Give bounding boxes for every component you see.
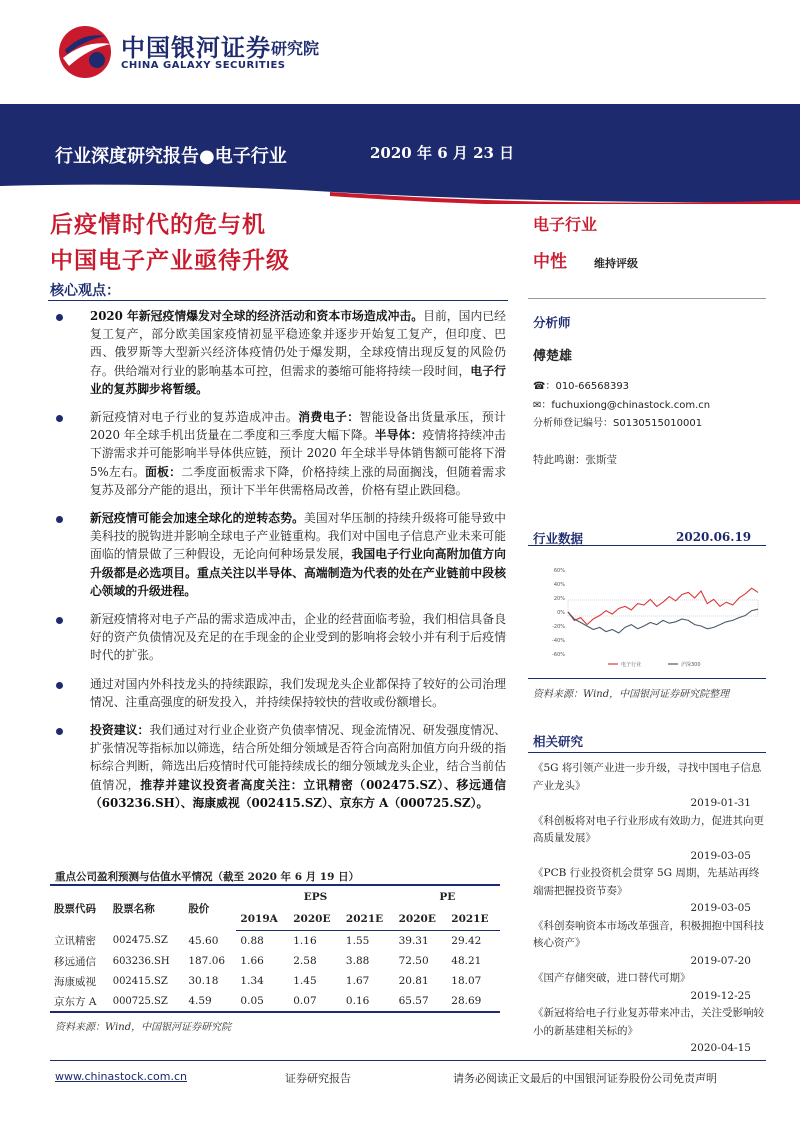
valuation-table bbox=[50, 884, 500, 1013]
list-item bbox=[50, 408, 506, 499]
table-cell: 39.31 bbox=[398, 935, 429, 947]
divider bbox=[528, 298, 766, 299]
disclaimer-note: 请务必阅读正文最后的中国银河证券股份公司免责声明 bbox=[453, 1072, 717, 1085]
analyst-heading: 分析师 bbox=[533, 315, 571, 330]
body-text: 二季度面板需求下降，价格持续上涨的局面搁浅，但随着需求复苏及部分产能的退出，预计下半年供需格局改善，价格有望止跌回稳。 bbox=[90, 464, 506, 497]
body-text: 疫情将持续冲击下游需求并可能影响半导体供应链，预计 2020 年全球半导体销售额可能将下滑 5%左右。 bbox=[90, 428, 506, 479]
body-text: 美国对华压制的持续升级将可能导致中美科技的脱钩进并影响全球电子产业链重构。我们对中国电子信息产业未来可能面临的情景做了三种假设，无论向何种场景发展， bbox=[90, 511, 506, 562]
stock-price: 4.59 bbox=[184, 991, 236, 1012]
analyst-email: ✉：fuchuxiong@chinastock.com.cn bbox=[533, 400, 711, 411]
related-research-item[interactable] bbox=[533, 865, 765, 918]
report-title-line2: 中国电子产业亟待升级 bbox=[50, 248, 290, 274]
related-date: 2019-12-25 bbox=[690, 989, 751, 1002]
list-item bbox=[50, 675, 506, 711]
table-cell: 0.07 bbox=[289, 991, 342, 1012]
year-header: 2019A bbox=[236, 908, 289, 931]
y-tick-label: -60% bbox=[552, 652, 565, 658]
y-tick-label: -20% bbox=[552, 624, 565, 630]
analyst-phone: ☎：010-66568393 bbox=[533, 381, 630, 392]
table-row bbox=[50, 991, 500, 1012]
website-link[interactable]: www.chinastock.com.cn bbox=[55, 1070, 187, 1083]
galaxy-logo-icon bbox=[55, 22, 115, 82]
acknowledgement: 特此鸣谢：张斯莹 bbox=[533, 454, 617, 466]
col-header-eps: EPS bbox=[236, 885, 394, 908]
related-title[interactable]: 《PCB 行业投资机会贯穿 5G 周期，先基站再终端需把握投资节奏》 bbox=[533, 867, 760, 897]
col-header-name: 股票名称 bbox=[109, 885, 185, 931]
table-cell: 72.50 bbox=[398, 955, 429, 967]
industry-data-heading: 行业数据 bbox=[533, 531, 584, 546]
core-views-list bbox=[50, 307, 506, 822]
related-date: 2019-03-05 bbox=[690, 902, 751, 914]
year-header: 2020E bbox=[289, 908, 342, 931]
divider bbox=[528, 752, 766, 753]
related-title[interactable]: 《新冠将给电子行业复苏带来冲击，关注受影响较小的新基建相关标的》 bbox=[533, 1007, 764, 1037]
related-research-item[interactable] bbox=[533, 760, 765, 813]
bold-text: 推荐并建议投资者高度关注：立讯精密（002475.SZ）、移远通信（603236.SH）、海康威视（002415.SZ）、京东方 A（000725.SZ）。 bbox=[90, 777, 506, 810]
company-name: 移远通信 bbox=[54, 955, 96, 968]
body-text: 通过对国内外科技龙头的持续跟踪，我们发现龙头企业都保持了较好的公司治理情况、注重高强度的研发投入，并持续保持较快的营收或份额增长。 bbox=[90, 676, 506, 709]
table-cell: 1.16 bbox=[293, 935, 317, 947]
table-cell: 18.07 bbox=[451, 975, 482, 987]
table-cell: 2.58 bbox=[293, 955, 317, 967]
bold-text: 半导体： bbox=[374, 428, 423, 443]
report-type: 行业深度研究报告●电子行业 bbox=[55, 146, 287, 167]
col-header-price: 股价 bbox=[184, 885, 236, 931]
core-views-heading: 核心观点： bbox=[50, 283, 120, 299]
divider bbox=[528, 545, 766, 546]
related-research-item[interactable] bbox=[533, 970, 765, 1005]
company-logo bbox=[55, 22, 355, 82]
stock-price: 187.06 bbox=[188, 955, 226, 967]
table-cell: 1.34 bbox=[240, 975, 264, 987]
bold-text: 投资建议： bbox=[90, 723, 150, 738]
list-item bbox=[50, 307, 506, 398]
sector-label: 电子行业 bbox=[533, 215, 598, 234]
bullet-icon bbox=[56, 516, 63, 523]
table-cell: 1.66 bbox=[240, 955, 264, 967]
related-research-item[interactable] bbox=[533, 813, 765, 866]
body-text: 智能设备出货量承压，预计 2020 年全球手机出货量在二季度和三季度大幅下降。 bbox=[90, 410, 506, 443]
table-cell: 28.69 bbox=[447, 991, 500, 1012]
related-research-heading: 相关研究 bbox=[533, 734, 584, 749]
table-row bbox=[50, 971, 500, 991]
legend-label: 电子行业 bbox=[621, 662, 642, 668]
divider bbox=[528, 678, 766, 679]
chart-source: 资料来源：Wind，中国银河证券研究院整理 bbox=[533, 689, 730, 700]
bold-text: 面板： bbox=[145, 464, 182, 479]
footer-divider bbox=[50, 1060, 766, 1061]
bold-text: 新冠疫情可能会加速全球化的逆转态势。 bbox=[90, 511, 304, 526]
col-header-pe: PE bbox=[395, 885, 500, 908]
related-date: 2019-03-05 bbox=[690, 849, 751, 862]
logo-chinese-name: 中国银河证券 bbox=[121, 34, 271, 62]
bullet-icon bbox=[56, 415, 63, 422]
analyst-registration: 分析师登记编号：S0130515010001 bbox=[533, 418, 703, 429]
y-tick-label: -40% bbox=[552, 638, 565, 644]
series-line-csi300 bbox=[568, 609, 758, 633]
series-line-electronics bbox=[568, 588, 758, 624]
table-cell: 0.88 bbox=[240, 935, 264, 947]
body-text: 目前，国内已经复工复产，部分欧美国家疫情初显平稳迹象并逐步开始复工复产，但印度、巴西、俄罗斯等大型新兴经济体疫情仍处于爆发期，全球疫情出现反复的风险仍存。供给端对行业的影响基本可控，但需求的萎缩可能将持续一段时间， bbox=[90, 309, 506, 378]
table-row bbox=[50, 931, 500, 952]
body-text: 新冠疫情将对电子产品的需求造成冲击，企业的经营面临考验，我们相信具备良好的资产负债情况及充足的在手现金的企业受到的影响将会较小并有利于后疫情时代的扩张。 bbox=[90, 612, 506, 663]
related-date: 2020-04-15 bbox=[690, 1042, 751, 1054]
stock-code: 002475.SZ bbox=[112, 935, 168, 947]
y-tick-label: 0% bbox=[557, 610, 565, 616]
list-item bbox=[50, 509, 506, 600]
divider bbox=[48, 300, 508, 301]
logo-english-name: CHINA GALAXY SECURITIES bbox=[121, 60, 286, 71]
bullet-icon bbox=[56, 617, 63, 624]
table-cell: 48.21 bbox=[451, 955, 482, 967]
company-name: 京东方 A bbox=[50, 991, 109, 1012]
table-cell: 0.16 bbox=[342, 991, 395, 1012]
related-title[interactable]: 《科创奏响资本市场改革强音，积极拥抱中国科技核心资产》 bbox=[533, 919, 764, 949]
table-cell: 3.88 bbox=[345, 955, 370, 967]
legend-label: 沪深300 bbox=[681, 662, 701, 668]
industry-data-date: 2020.06.19 bbox=[676, 530, 752, 544]
list-item bbox=[50, 721, 506, 812]
y-tick-label: 20% bbox=[553, 596, 565, 602]
bold-text: 电子行业的复苏脚步将暂缓。 bbox=[90, 363, 506, 396]
table-source: 资料来源：Wind，中国银河证券研究院 bbox=[55, 1022, 232, 1033]
report-date: 2020 年 6 月 23 日 bbox=[370, 144, 515, 162]
y-tick-label: 60% bbox=[553, 568, 565, 574]
stock-code: 002415.SZ bbox=[112, 975, 168, 987]
body-text: 新冠疫情对电子行业的复苏造成冲击。 bbox=[90, 410, 299, 425]
bold-text: 我国电子行业向高附加值方向升级都是必选项目。重点关注以半导体、高端制造为代表的处在产业链前中段核心领域的升级进程。 bbox=[90, 547, 506, 598]
bold-text: 消费电子： bbox=[298, 410, 360, 425]
stock-price: 30.18 bbox=[188, 975, 219, 987]
stock-code: 000725.SZ bbox=[109, 991, 185, 1012]
col-header-code: 股票代码 bbox=[50, 885, 109, 931]
y-tick-label: 40% bbox=[553, 582, 565, 588]
bullet-icon bbox=[56, 314, 63, 321]
logo-institute: 研究院 bbox=[271, 39, 320, 58]
related-research-list bbox=[533, 760, 765, 1058]
year-header: 2021E bbox=[447, 908, 500, 931]
bullet-icon bbox=[56, 728, 63, 735]
related-title[interactable]: 《国产存储突破，进口替代可期》 bbox=[533, 972, 691, 984]
stock-price: 45.60 bbox=[188, 934, 219, 947]
table-cell: 1.45 bbox=[293, 975, 317, 987]
year-header: 2020E bbox=[395, 908, 448, 931]
list-item bbox=[50, 610, 506, 665]
table-cell: 1.67 bbox=[345, 975, 370, 987]
analyst-name: 傅楚雄 bbox=[533, 349, 573, 364]
table-row bbox=[50, 951, 500, 971]
table-title: 重点公司盈利预测与估值水平情况（截至 2020 年 6 月 19 日） bbox=[55, 871, 360, 883]
report-title-line1: 后疫情时代的危与机 bbox=[50, 212, 266, 238]
body-text: 我们通过对行业企业资产负债率情况、现金流情况、研发强度情况、扩张情况等指标加以筛选，结合所处细分领域是否符合向高附加值方向升级的指标综合判断，筛选出后疫情时代可能持续成长的细分领域龙头企业，结合当前估值情况， bbox=[90, 723, 506, 792]
bullet-icon bbox=[56, 682, 63, 689]
table-cell: 20.81 bbox=[398, 975, 429, 987]
stock-code: 603236.SH bbox=[112, 955, 170, 967]
table-cell: 1.55 bbox=[345, 935, 370, 947]
table-cell: 65.57 bbox=[395, 991, 448, 1012]
related-date: 2019-07-20 bbox=[690, 954, 751, 967]
related-research-item[interactable] bbox=[533, 918, 765, 971]
rating-note: 维持评级 bbox=[594, 257, 638, 270]
related-research-item[interactable] bbox=[533, 1005, 765, 1058]
related-date: 2019-01-31 bbox=[690, 797, 751, 809]
year-header: 2021E bbox=[342, 908, 395, 931]
related-title[interactable]: 《5G 将引领产业进一步升级，寻找中国电子信息产业龙头》 bbox=[533, 762, 762, 792]
company-name: 海康威视 bbox=[54, 975, 96, 988]
rating: 中性 bbox=[533, 252, 567, 272]
footer-label: 证券研究报告 bbox=[285, 1072, 351, 1085]
table-cell: 0.05 bbox=[236, 991, 289, 1012]
industry-performance-chart bbox=[530, 552, 766, 672]
company-name: 立讯精密 bbox=[54, 935, 96, 948]
bold-text: 2020 年新冠疫情爆发对全球的经济活动和资本市场造成冲击。 bbox=[90, 309, 424, 323]
related-title[interactable]: 《科创板将对电子行业形成有效助力，促进其向更高质量发展》 bbox=[533, 814, 764, 844]
table-cell: 29.42 bbox=[451, 935, 482, 947]
